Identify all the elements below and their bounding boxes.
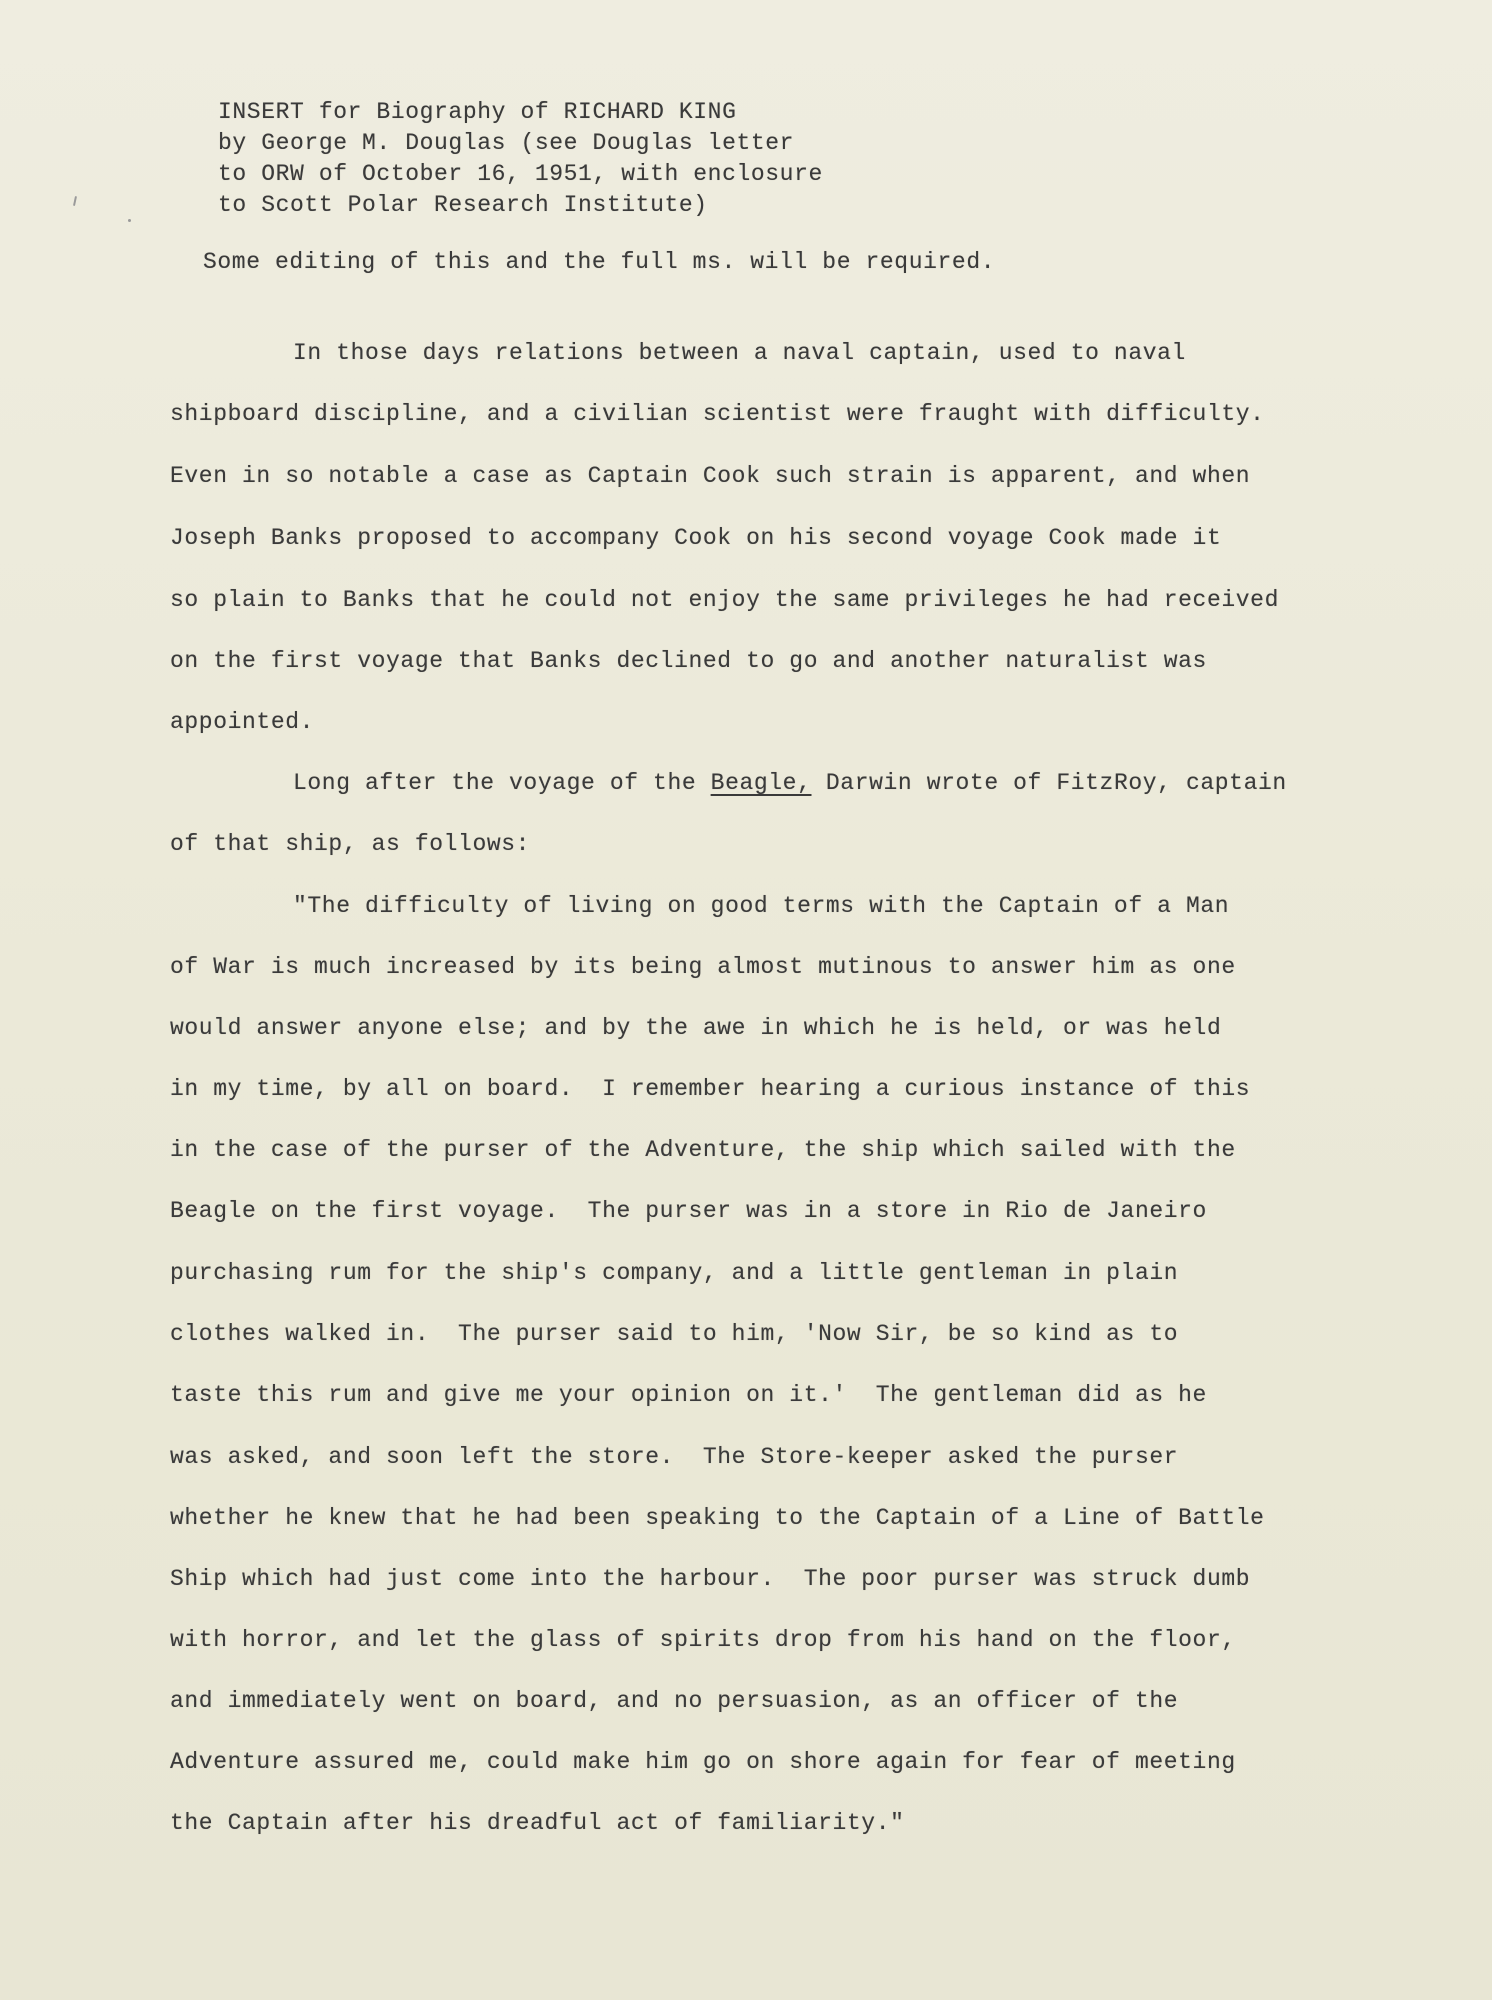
para1-line-5: so plain to Banks that he could not enjoy the same privileges he had received (170, 587, 1279, 613)
quote-line-6: Beagle on the first voyage. The purser was in a store in Rio de Janeiro (170, 1198, 1207, 1224)
quote-line-5: in the case of the purser of the Adventure, the ship which sailed with the (170, 1137, 1236, 1163)
quote-line-12: Ship which had just come into the harbour. The poor purser was struck dumb (170, 1566, 1251, 1592)
editing-note: Some editing of this and the full ms. will be required. (203, 249, 996, 275)
para1-line-3: Even in so notable a case as Captain Cook such strain is apparent, and when (170, 463, 1251, 489)
para2-text-before: Long after the voyage of the (293, 770, 711, 796)
quote-line-16: the Captain after his dreadful act of familiarity." (170, 1810, 905, 1836)
quote-line-7: purchasing rum for the ship's company, and a little gentleman in plain (170, 1260, 1179, 1286)
para1-line-2: shipboard discipline, and a civilian scientist were fraught with difficulty. (170, 401, 1265, 427)
para1-line-7: appointed. (170, 709, 315, 735)
quote-line-1: "The difficulty of living on good terms with the Captain of a Man (293, 893, 1230, 919)
quote-line-10: was asked, and soon left the store. The Store-keeper asked the purser (170, 1444, 1179, 1470)
quote-line-3: would answer anyone else; and by the awe in which he is held, or was held (170, 1015, 1222, 1041)
para1-line-1: In those days relations between a naval captain, used to naval (293, 340, 1186, 366)
quote-line-11: whether he knew that he had been speaking to the Captain of a Line of Battle (170, 1505, 1265, 1531)
header-line-2: by George M. Douglas (see Douglas letter (218, 130, 795, 156)
header-line-3: to ORW of October 16, 1951, with enclosure (218, 161, 823, 187)
paper-mark (128, 219, 131, 222)
header-line-4: to Scott Polar Research Institute) (218, 192, 708, 218)
quote-line-4: in my time, by all on board. I remember hearing a curious instance of this (170, 1076, 1251, 1102)
para2-text-after: Darwin wrote of FitzRoy, captain (811, 770, 1287, 796)
quote-line-9: taste this rum and give me your opinion on it.' The gentleman did as he (170, 1382, 1207, 1408)
quote-line-8: clothes walked in. The purser said to him, 'Now Sir, be so kind as to (170, 1321, 1179, 1347)
para1-line-6: on the first voyage that Banks declined to go and another naturalist was (170, 648, 1207, 674)
quote-line-15: Adventure assured me, could make him go on shore again for fear of meeting (170, 1749, 1236, 1775)
header-line-1: INSERT for Biography of RICHARD KING (218, 99, 737, 125)
quote-line-14: and immediately went on board, and no persuasion, as an officer of the (170, 1688, 1179, 1714)
quote-line-2: of War is much increased by its being almost mutinous to answer him as one (170, 954, 1236, 980)
quote-line-13: with horror, and let the glass of spirits drop from his hand on the floor, (170, 1627, 1236, 1653)
para2-line-2: of that ship, as follows: (170, 831, 531, 857)
para1-line-4: Joseph Banks proposed to accompany Cook on his second voyage Cook made it (170, 525, 1222, 551)
ship-name-beagle: Beagle, (710, 770, 812, 796)
paper-mark (73, 196, 77, 206)
para2-line-1 (293, 772, 1287, 795)
